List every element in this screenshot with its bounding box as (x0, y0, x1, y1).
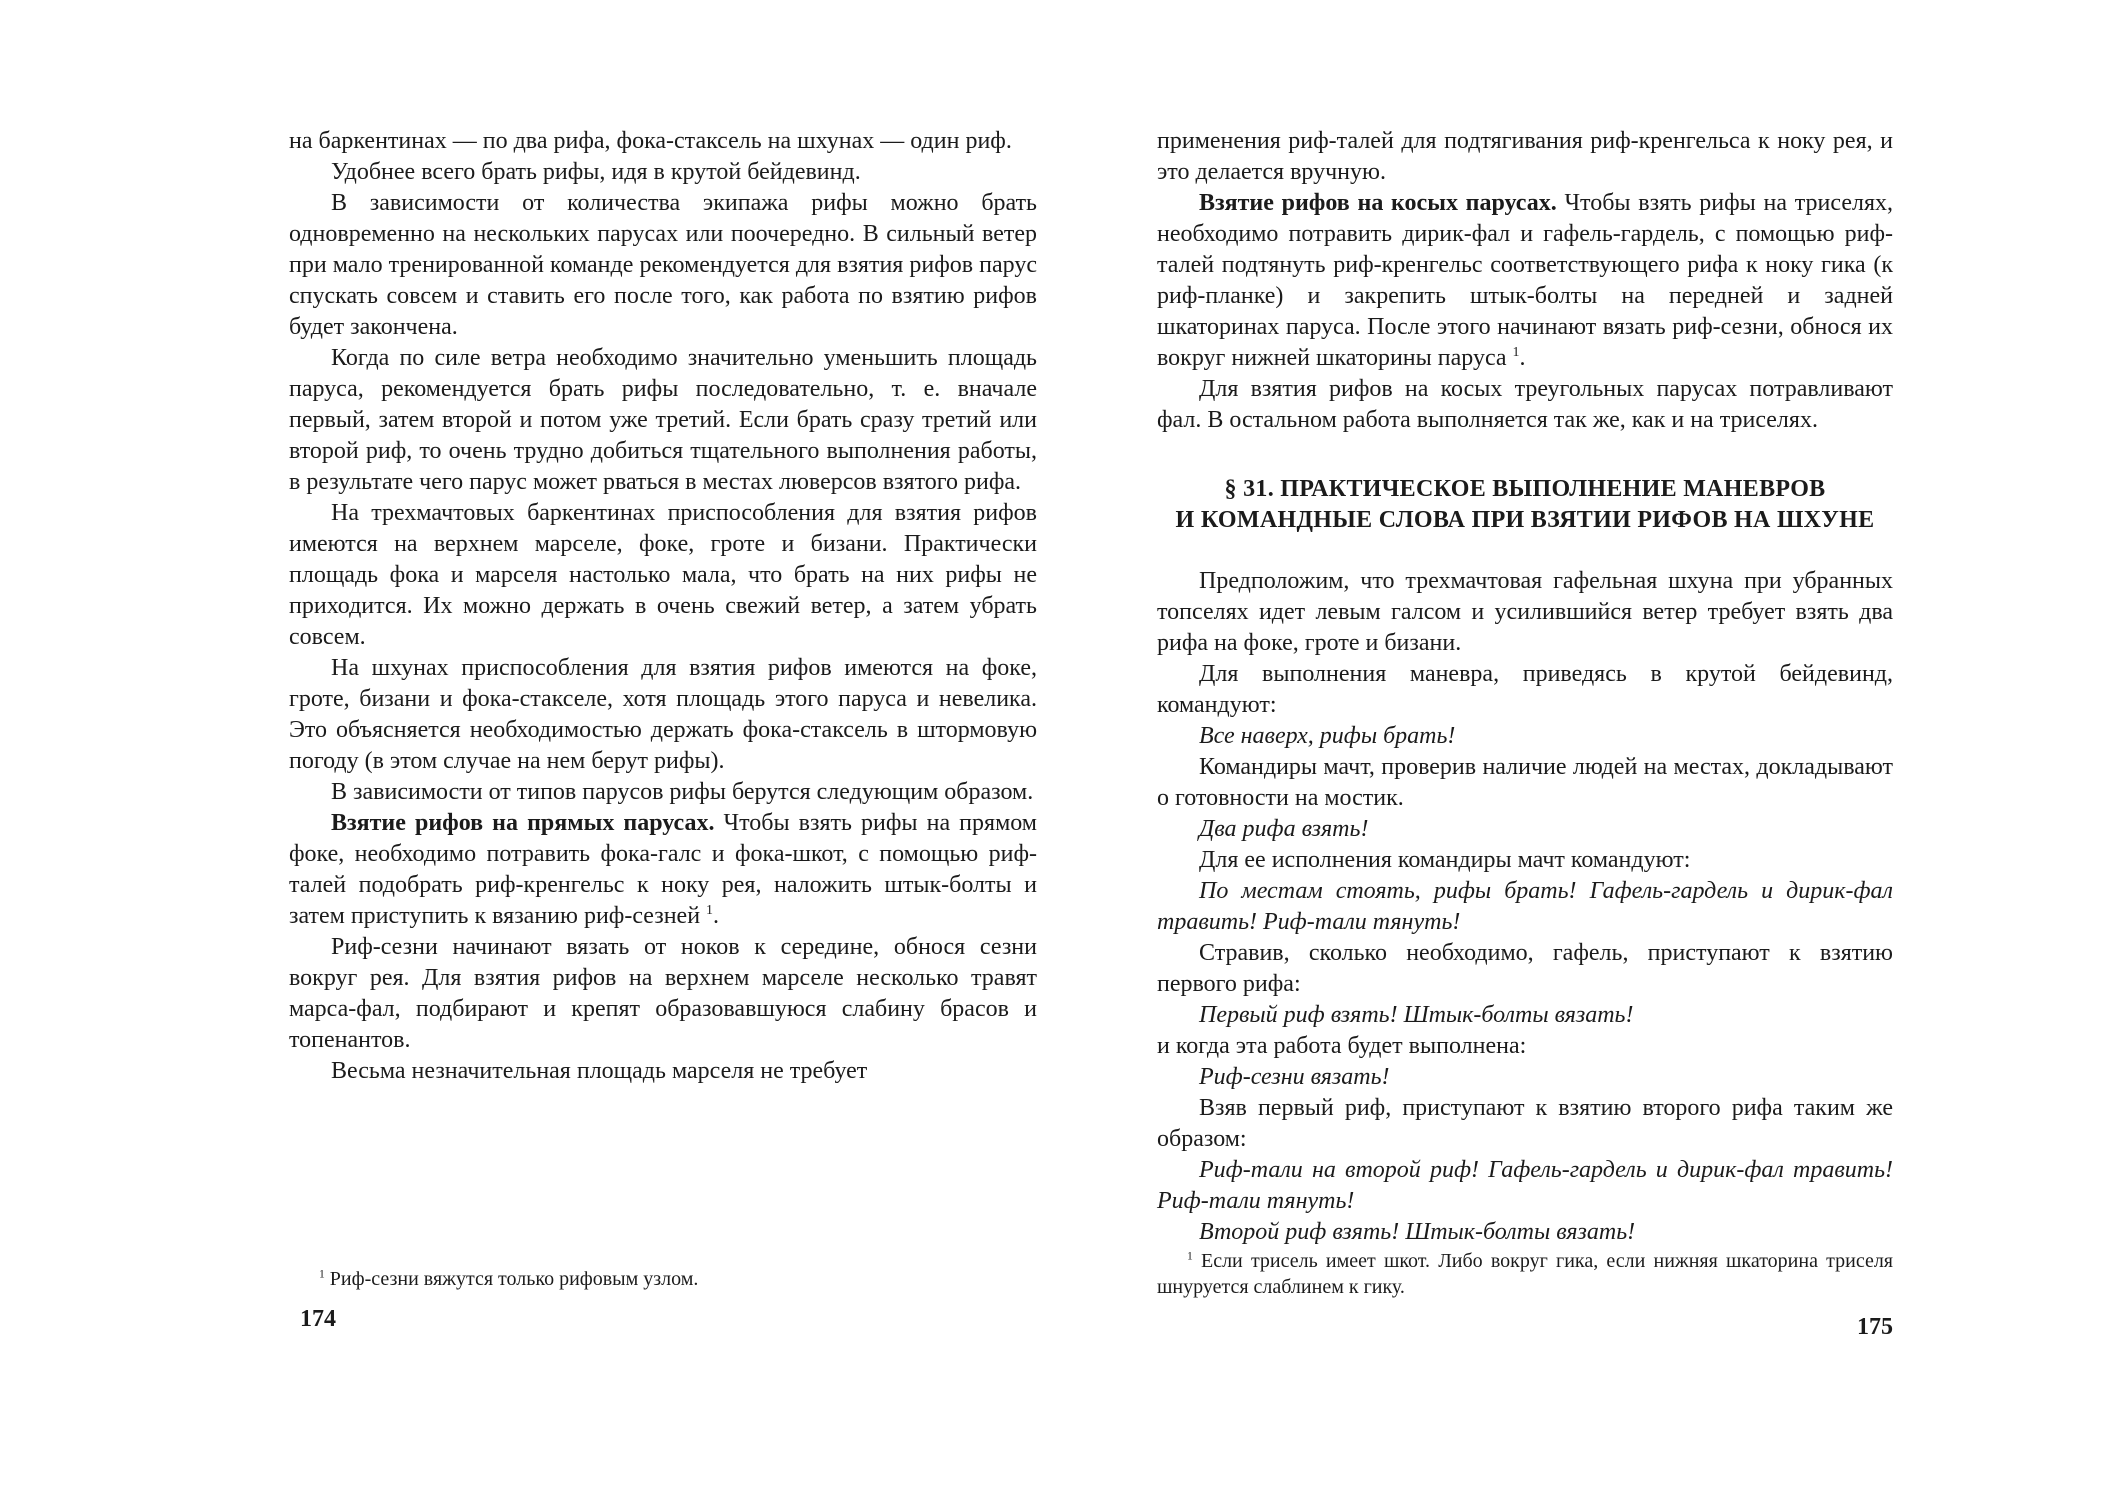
paragraph: на баркентинах — по два рифа, фока-стаксель на шхунах — один риф. (289, 128, 1012, 154)
paragraph: Два рифа взять! (1199, 816, 1369, 842)
paragraph: Риф-сезни вязать! (1199, 1064, 1390, 1090)
paragraph: Взяв первый риф, приступают к взятию второго рифа таким же образом: (1157, 1095, 1893, 1152)
paragraph: Взятие рифов на прямых парусах. Чтобы взять рифы на прямом фоке, необходимо потравить фока-галс и фока-шкот, с помощью риф-талей подобрать риф-кренгельс к ноку рея, наложить штык-болты и затем приступить к вязанию риф-сезней $^1$. (289, 810, 1037, 929)
paragraph: Для взятия рифов на косых треугольных парусах потравливают фал. В остальном работа выполняется так же, как и на триселях. (1157, 376, 1893, 433)
paragraph: и когда эта работа будет выполнена: (1157, 1033, 1527, 1059)
paragraph: Стравив, сколько необходимо, гафель, приступают к взятию первого рифа: (1157, 940, 1893, 997)
section-heading-line: § 31. ПРАКТИЧЕСКОЕ ВЫПОЛНЕНИЕ МАНЕВРОВ (1224, 476, 1826, 502)
page-number-right: 175 (1857, 1314, 1893, 1340)
paragraph: Риф-сезни начинают вязать от ноков к середине, обнося сезни вокруг рея. Для взятия рифов на верхнем марселе несколько травят марса-фал, подбирают и крепят образовавшуюся слабину брасов и топенантов. (289, 934, 1037, 1053)
paragraph: Предположим, что трехмачтовая гафельная шхуна при убранных топселях идет левым галсом и усилившийся ветер требует взять два рифа на фоке, гроте и бизани. (1157, 568, 1893, 656)
paragraph: Первый риф взять! Штык-болты вязать! (1199, 1002, 1634, 1028)
paragraph: По местам стоять, рифы брать! Гафель-гардель и дирик-фал травить! Риф-тали тянуть! (1157, 878, 1893, 935)
paragraph: В зависимости от типов парусов рифы берутся следующим образом. (331, 779, 1034, 805)
paragraph: Взятие рифов на косых парусах. Чтобы взять рифы на триселях, необходимо потравить дирик-фал и гафель-гардель, с помощью риф-талей подтянуть риф-кренгельс соответствующего рифа к ноку гика (к риф-планке) и закрепить штык-болты на передней и задней шкаторинах паруса. После этого начинают вязать риф-сезни, обнося их вокруг нижней шкаторины паруса $^1$. (1157, 190, 1893, 371)
paragraph: Весьма незначительная площадь марселя не требует (331, 1058, 868, 1084)
left-page-text-column (289, 126, 1037, 1087)
paragraph: Риф-тали на второй риф! Гафель-гардель и дирик-фал травить! Риф-тали тянуть! (1157, 1157, 1893, 1214)
paragraph: Все наверх, рифы брать! (1199, 723, 1456, 749)
paragraph: В зависимости от количества экипажа рифы можно брать одновременно на нескольких парусах или поочередно. В сильный ветер при мало тренированной команде рекомендуется для взятия рифов парус спускать совсем и ставить его после того, как работа по взятию рифов будет закончена. (289, 190, 1037, 340)
paragraph: На трехмачтовых баркентинах приспособления для взятия рифов имеются на верхнем марселе, фоке, гроте и бизани. Практически площадь фока и марселя настолько мала, что брать на них рифы не приходится. Их можно держать в очень свежий ветер, а затем убрать совсем. (289, 500, 1037, 650)
paragraph: Второй риф взять! Штык-болты вязать! (1199, 1219, 1636, 1245)
paragraph: Для выполнения маневра, приведясь в крутой бейдевинд, командуют: (1157, 661, 1893, 718)
footnote-text: $^1$ Если трисель имеет шкот. Либо вокруг гика, если нижняя шкаторина триселя шнуруется слаблинем к гику. (1157, 1249, 1893, 1298)
page-number-left: 174 (300, 1306, 336, 1332)
paragraph: Командиры мачт, проверив наличие людей на местах, докладывают о готовности на мостик. (1157, 754, 1893, 811)
left-page-footnote (289, 1266, 1037, 1292)
paragraph: применения риф-талей для подтягивания риф-кренгельса к ноку рея, и это делается вручную. (1157, 128, 1893, 185)
section-heading-line: И КОМАНДНЫЕ СЛОВА ПРИ ВЗЯТИИ РИФОВ НА ШХУНЕ (1175, 507, 1875, 533)
paragraph: Удобнее всего брать рифы, идя в крутой бейдевинд. (331, 159, 861, 185)
paragraph: Для ее исполнения командиры мачт командуют: (1199, 847, 1691, 873)
footnote-text: $^1$ Риф-сезни вяжутся только рифовым узлом. (319, 1267, 699, 1290)
paragraph: Когда по силе ветра необходимо значительно уменьшить площадь паруса, рекомендуется брать рифы последовательно, т. е. вначале первый, затем второй и потом уже третий. Если брать сразу третий или второй риф, то очень трудно добиться тщательного выполнения работы, в результате чего парус может рваться в местах люверсов взятого рифа. (289, 345, 1037, 495)
right-page-text-column (1157, 126, 1893, 1248)
paragraph: На шхунах приспособления для взятия рифов имеются на фоке, гроте, бизани и фока-стакселе, хотя площадь этого паруса и невелика. Это объясняется необходимостью держать фока-стаксель в штормовую погоду (в этом случае на нем берут рифы). (289, 655, 1037, 774)
right-page-footnote (1157, 1248, 1893, 1300)
